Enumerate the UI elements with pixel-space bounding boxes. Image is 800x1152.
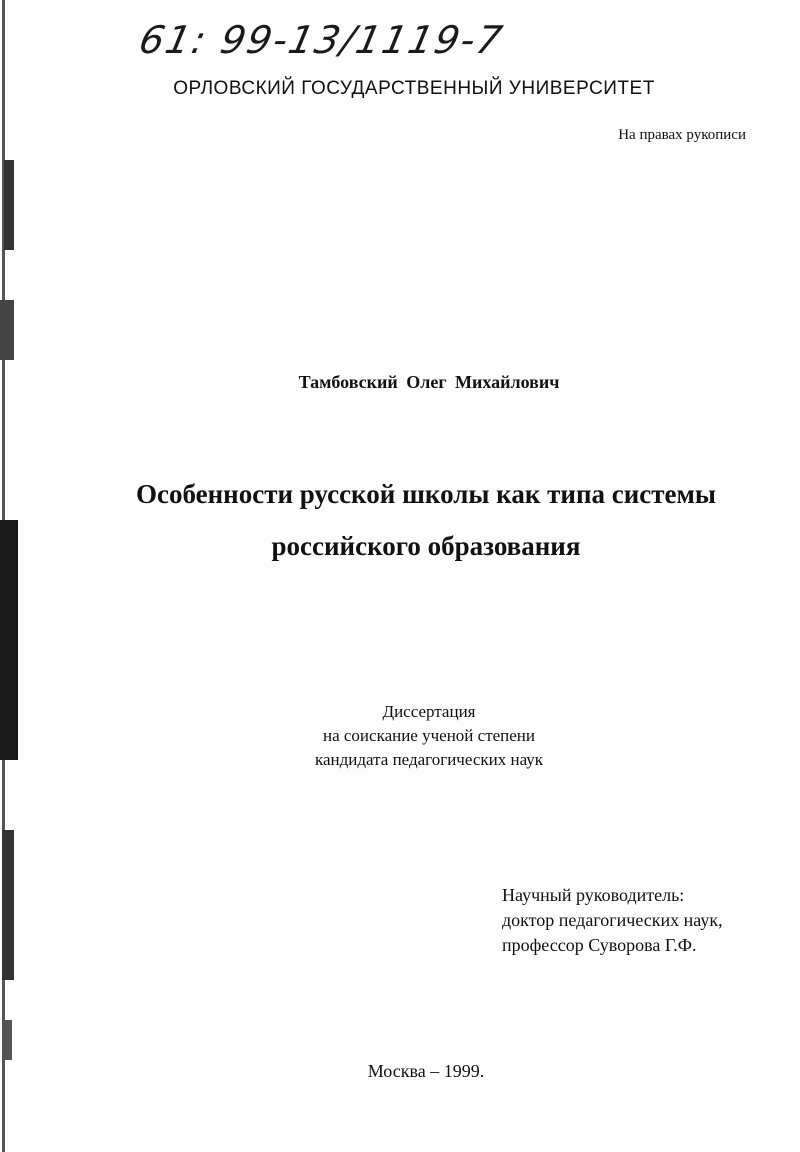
title-line: российского образования	[271, 531, 581, 561]
supervisor-line: профессор Суворова Г.Ф.	[502, 935, 697, 955]
archive-code-handwritten: 61: 99-13/1119-7	[135, 18, 508, 62]
dissertation-title	[0, 468, 800, 572]
degree-line: на соискание ученой степени	[322, 726, 536, 745]
title-line: Особенности русской школы как типа системы	[135, 479, 717, 509]
rights-note: На правах рукописи	[618, 127, 746, 143]
supervisor-line: доктор педагогических наук,	[502, 910, 723, 930]
author-name: Тамбовский Олег Михайлович	[298, 372, 560, 392]
degree-line: кандидата педагогических наук	[314, 750, 544, 769]
supervisor-block	[502, 883, 723, 958]
city-year: Москва – 1999.	[367, 1061, 485, 1081]
scan-edge-shadow	[0, 0, 26, 1152]
university-name: ОРЛОВСКИЙ ГОСУДАРСТВЕННЫЙ УНИВЕРСИТЕТ	[173, 78, 655, 99]
degree-statement	[0, 700, 800, 772]
degree-line: Диссертация	[382, 702, 476, 721]
supervisor-line: Научный руководитель:	[502, 885, 685, 905]
